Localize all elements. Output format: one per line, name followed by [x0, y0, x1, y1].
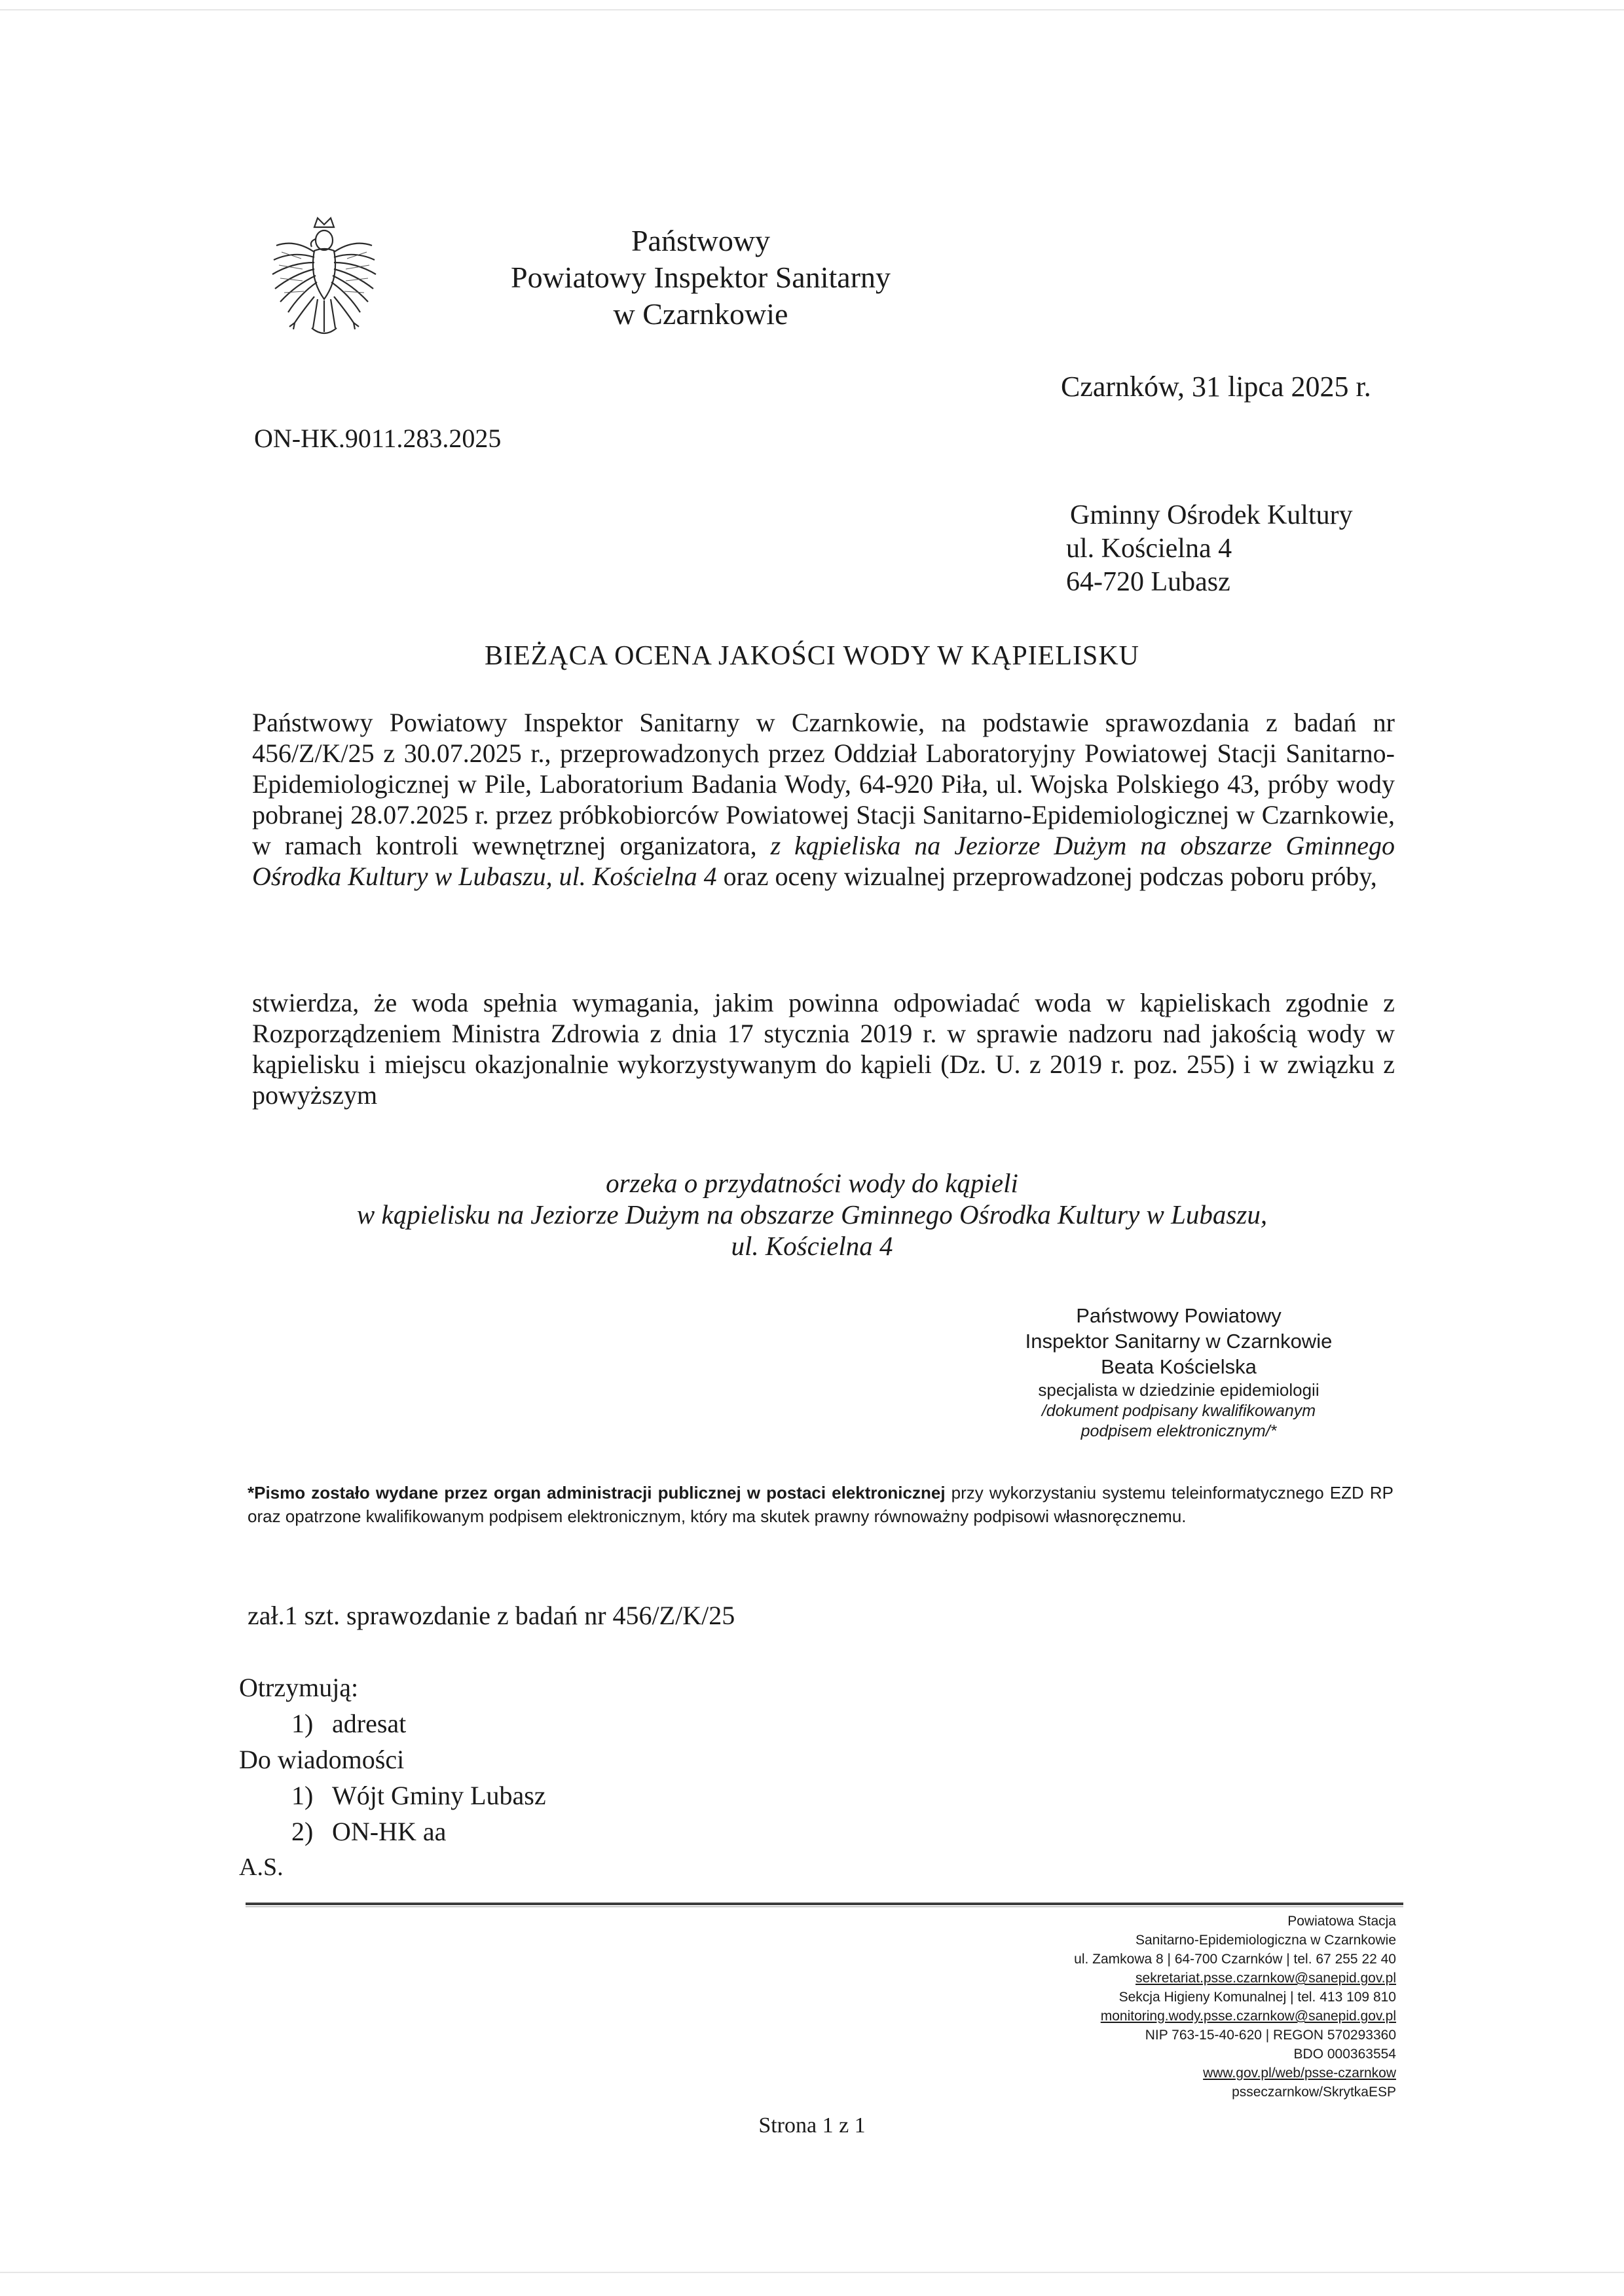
signature-note-1: /dokument podpisany kwalifikowanym: [1041, 1402, 1316, 1420]
list-item: [239, 1813, 546, 1850]
ruling-line-2: w kąpielisku na Jeziorze Dużym na obszarze Gminnego Ośrodka Kultury w Lubaszu,: [356, 1199, 1268, 1230]
station-line-8: BDO 000363554: [1293, 2047, 1396, 2062]
footer-divider-thin: [246, 1906, 1403, 1907]
list-item-text: ON-HK aa: [332, 1817, 447, 1846]
list-item-number: 1): [291, 1709, 314, 1738]
electronic-notice-rest: przy wykorzystaniu systemu teleinformatycznego EZD RP oraz opatrzone kwalifikowanym podpisem elektronicznym, który ma skutek prawny równoważny podpisowi własnoręcznemu.: [248, 1483, 1393, 1526]
signature-role: specjalista w dziedzinie epidemiologii: [1038, 1380, 1320, 1400]
signature-note-2: podpisem elektronicznym/*: [1080, 1422, 1277, 1440]
ruling-line-3: ul. Kościelna 4: [731, 1231, 893, 1261]
paragraph-basis-tail: oraz oceny wizualnej przeprowadzonej podczas poboru próby,: [716, 862, 1377, 891]
addressee-line-1: Gminny Ośrodek Kultury: [1070, 500, 1353, 530]
addressee-line-2: ul. Kościelna 4: [1066, 534, 1232, 564]
station-line-7: NIP 763-15-40-620 | REGON 570293360: [1145, 2028, 1396, 2043]
signature-block: [930, 1303, 1428, 1442]
ruling-line-1: orzeka o przydatności wody do kąpieli: [606, 1168, 1018, 1198]
paragraph-statement: [252, 987, 1395, 1110]
issuer-line-2: Powiatowy Inspektor Sanitarny: [510, 261, 891, 294]
station-line-1: Powiatowa Stacja: [1287, 1914, 1396, 1929]
issuer-line-1: Państwowy: [631, 224, 771, 257]
addressee-line-3: 64-720 Lubasz: [1066, 567, 1230, 597]
list-item: [239, 1777, 546, 1813]
paragraph-basis-italic: z kąpieliska na Jeziorze Dużym na obszarze Gminnego Ośrodka Kultury w Lubaszu, ul. Kościelna 4: [252, 831, 1395, 891]
eagle-emblem-icon: [268, 213, 380, 350]
footer-divider: [246, 1903, 1403, 1905]
author-initials: A.S.: [239, 1853, 284, 1881]
scan-edge-top: [0, 9, 1624, 10]
station-website-link[interactable]: www.gov.pl/web/psse-czarnkow: [1203, 2066, 1396, 2081]
paragraph-statement-text: stwierdza, że woda spełnia wymagania, jakim powinna odpowiadać woda w kąpieliskach zgodnie z Rozporządzeniem Ministra Zdrowia z dnia 17 stycznia 2019 r. w sprawie nadzoru nad jakością wody w kąpielisku i miejscu okazjonalnie wykorzystywanym do kąpieli (Dz. U. z 2019 r. poz. 255) i w związku z powyższym: [252, 988, 1395, 1110]
list-item-number: 2): [291, 1817, 314, 1846]
document-title: BIEŻĄCA OCENA JAKOŚCI WODY W KĄPIELISKU: [485, 641, 1139, 671]
page-number: Strona 1 z 1: [758, 2113, 866, 2138]
attachment-line: zał.1 szt. sprawozdanie z badań nr 456/Z/K/25: [248, 1601, 735, 1630]
ruling-block: [0, 1167, 1624, 1262]
recipients-heading: Otrzymują:: [239, 1673, 359, 1702]
issuer-header: [432, 223, 969, 333]
cc-heading: Do wiadomości: [239, 1745, 405, 1774]
signature-line-2: Inspektor Sanitarny w Czarnkowie: [1025, 1330, 1333, 1353]
signature-line-1: Państwowy Powiatowy: [1076, 1304, 1282, 1327]
list-item: [239, 1705, 546, 1741]
recipients-block: [239, 1669, 546, 1850]
scan-edge-bottom: [0, 2272, 1624, 2273]
station-line-3: ul. Zamkowa 8 | 64-700 Czarnków | tel. 67 255 22 40: [1074, 1952, 1396, 1967]
case-number: ON-HK.9011.283.2025: [254, 424, 502, 453]
issuer-line-3: w Czarnkowie: [613, 297, 788, 331]
paragraph-basis-text: Państwowy Powiatowy Inspektor Sanitarny w Czarnkowie, na podstawie sprawozdania z badań nr 456/Z/K/25 z 30.07.2025 r., przeprowadzonych przez Oddział Laboratoryjny Powiatowej Stacji Sanitarno-Epidemiologicznej w Pile, Laboratorium Badania Wody, 64-920 Piła, ul. Wojska Polskiego 43, próby wody pobranej 28.07.2025 r. przez próbkobiorców Powiatowej Stacji Sanitarno-Epidemiologicznej w Czarnkowie, w ramach kontroli wewnętrznej organizatora,: [252, 708, 1395, 860]
list-item-number: 1): [291, 1781, 314, 1810]
list-item-text: Wójt Gminy Lubasz: [332, 1781, 546, 1810]
station-line-5: Sekcja Higieny Komunalnej | tel. 413 109 810: [1118, 1990, 1396, 2005]
electronic-notice-bold: *Pismo zostało wydane przez organ administracji publicznej w postaci elektronicznej: [248, 1483, 946, 1503]
monitoring-email-link[interactable]: monitoring.wody.psse.czarnkow@sanepid.gov.pl: [1100, 2009, 1396, 2024]
document-date: Czarnków, 31 lipca 2025 r.: [1061, 371, 1371, 403]
list-item-text: adresat: [332, 1709, 407, 1738]
signature-name: Beata Kościelska: [1101, 1355, 1257, 1378]
station-line-2: Sanitarno-Epidemiologiczna w Czarnkowie: [1135, 1933, 1396, 1948]
station-contact-block: [930, 1912, 1396, 2102]
electronic-notice: [248, 1481, 1393, 1528]
paragraph-basis: [252, 707, 1395, 892]
station-email-link[interactable]: sekretariat.psse.czarnkow@sanepid.gov.pl: [1135, 1971, 1396, 1986]
addressee-block: [1066, 499, 1353, 599]
station-line-10: psseczarnkow/SkrytkaESP: [1232, 2085, 1396, 2100]
